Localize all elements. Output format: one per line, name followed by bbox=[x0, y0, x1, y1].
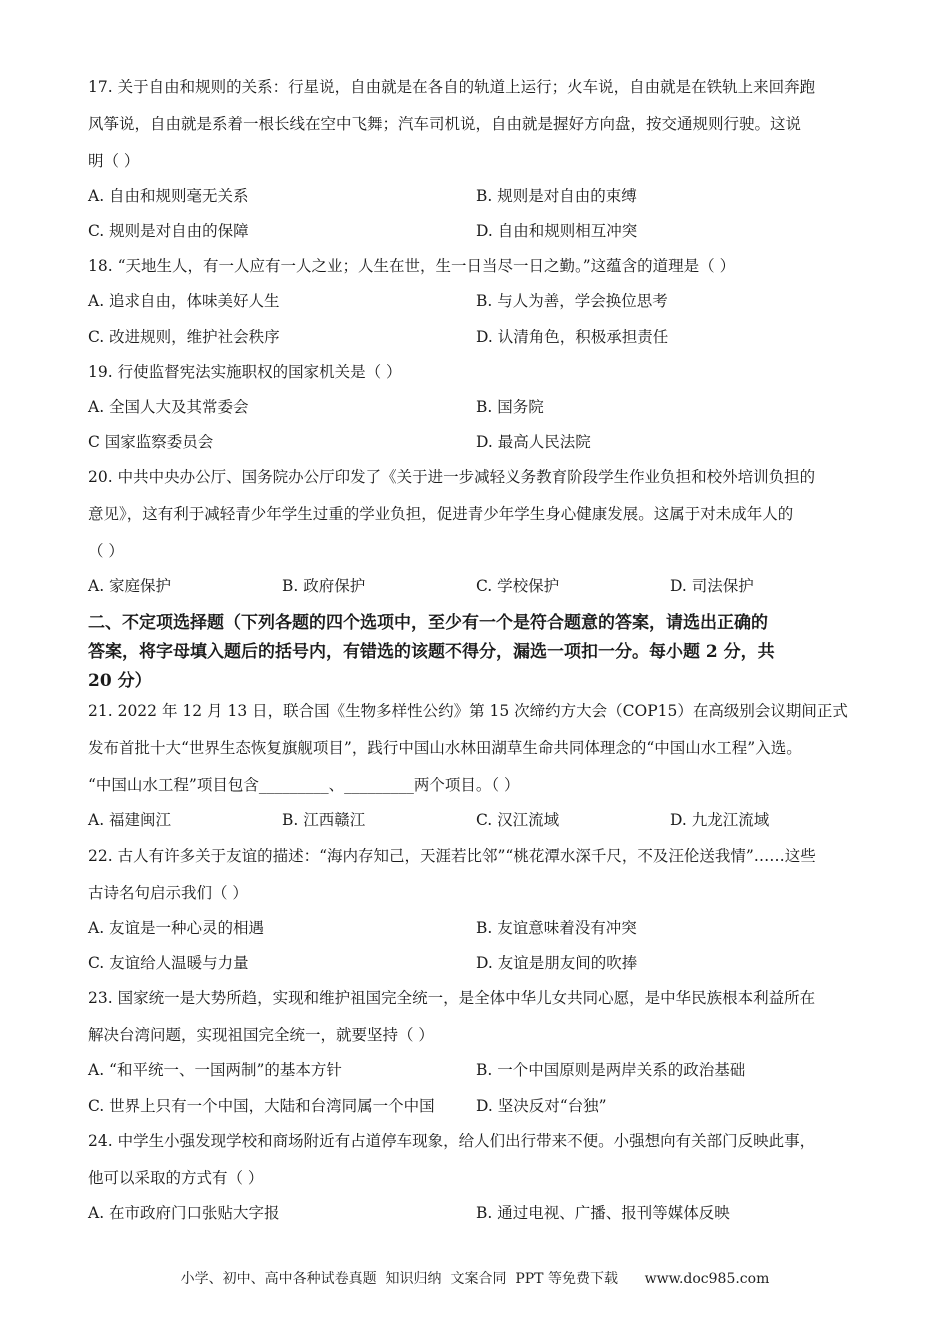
question-21-option-c: C. 汉江流域 bbox=[476, 811, 560, 829]
question-22-option-d: D. 友谊是朋友间的吹捧 bbox=[476, 954, 638, 972]
question-20-line-1: 20. 中共中央办公厅、国务院办公厅印发了《关于进一步减轻义务教育阶段学生作业负担和校外培训负担的 bbox=[88, 468, 816, 486]
question-19-option-c: C 国家监察委员会 bbox=[88, 433, 214, 451]
question-19-line-1: 19. 行使监督宪法实施职权的国家机关是（ ） bbox=[88, 363, 402, 381]
question-21-option-b: B. 江西赣江 bbox=[282, 811, 366, 829]
question-19-option-a: A. 全国人大及其常委会 bbox=[88, 398, 249, 416]
question-24-line-1: 24. 中学生小强发现学校和商场附近有占道停车现象，给人们出行带来不便。小强想向有关部门反映此事， bbox=[88, 1132, 816, 1150]
question-19-option-d: D. 最高人民法院 bbox=[476, 433, 591, 451]
question-20-line-2: 意见》，这有利于减轻青少年学生过重的学业负担，促进青少年学生身心健康发展。这属于对未成年人的 bbox=[88, 505, 794, 523]
question-21-option-d: D. 九龙江流域 bbox=[670, 811, 770, 829]
question-24-option-a: A. 在市政府门口张贴大字报 bbox=[88, 1204, 280, 1222]
question-19-option-b: B. 国务院 bbox=[476, 398, 544, 416]
question-20-option-c: C. 学校保护 bbox=[476, 577, 560, 595]
page-footer: 小学、初中、高中各种试卷真题 知识归纳 文案合同 PPT 等免费下载 www.doc985.com bbox=[180, 1271, 770, 1287]
question-18-option-c: C. 改进规则，维护社会秩序 bbox=[88, 328, 280, 346]
question-22-option-b: B. 友谊意味着没有冲突 bbox=[476, 919, 637, 937]
question-17-option-c: C. 规则是对自由的保障 bbox=[88, 222, 249, 240]
question-21-option-a: A. 福建闽江 bbox=[88, 811, 172, 829]
question-20-option-d: D. 司法保护 bbox=[670, 577, 754, 595]
question-18-option-a: A. 追求自由，体味美好人生 bbox=[88, 292, 280, 310]
question-21-line-3: “中国山水工程”项目包含_________、_________两个项目。（ ） bbox=[88, 776, 520, 794]
question-24-line-2: 他可以采取的方式有（ ） bbox=[88, 1169, 264, 1187]
question-20-line-3: （ ） bbox=[88, 542, 124, 560]
question-23-option-b: B. 一个中国原则是两岸关系的政治基础 bbox=[476, 1061, 746, 1079]
question-17-option-b: B. 规则是对自由的束缚 bbox=[476, 187, 637, 205]
question-23-line-1: 23. 国家统一是大势所趋，实现和维护祖国完全统一，是全体中华儿女共同心愿，是中华民族根本利益所在 bbox=[88, 989, 816, 1007]
question-17-line-1: 17. 关于自由和规则的关系：行星说，自由就是在各自的轨道上运行；火车说，自由就是在铁轨上来回奔跑 bbox=[88, 78, 816, 96]
question-17-line-2: 风筝说，自由就是系着一根长线在空中飞舞；汽车司机说，自由就是握好方向盘，按交通规则行驶。这说 bbox=[88, 115, 802, 133]
question-21-line-1: 21. 2022 年 12 月 13 日，联合国《生物多样性公约》第 15 次缔约方大会（COP15）在高级别会议期间正式 bbox=[88, 702, 848, 720]
question-20-option-a: A. 家庭保护 bbox=[88, 577, 172, 595]
question-18-option-b: B. 与人为善，学会换位思考 bbox=[476, 292, 668, 310]
question-23-option-d: D. 坚决反对“台独” bbox=[476, 1097, 607, 1115]
question-18-line-1: 18. “天地生人，有一人应有一人之业；人生在世，生一日当尽一日之勤。”这蕴含的道理是（ ） bbox=[88, 257, 736, 275]
question-23-option-a: A. “和平统一、一国两制”的基本方针 bbox=[88, 1061, 342, 1079]
question-23-line-2: 解决台湾问题，实现祖国完全统一，就要坚持（ ） bbox=[88, 1026, 434, 1044]
section-2-heading-line-2: 答案，将字母填入题后的括号内，有错选的该题不得分，漏选一项扣一分。每小题 2 分，共 bbox=[88, 642, 775, 662]
question-21-line-2: 发布首批十大“世界生态恢复旗舰项目”，践行中国山水林田湖草生命共同体理念的“中国山水工程”入选。 bbox=[88, 739, 802, 757]
section-2-heading-line-1: 二、不定项选择题（下列各题的四个选项中，至少有一个是符合题意的答案，请选出正确的 bbox=[88, 613, 768, 633]
question-23-option-c: C. 世界上只有一个中国，大陆和台湾同属一个中国 bbox=[88, 1097, 435, 1115]
question-18-option-d: D. 认清角色，积极承担责任 bbox=[476, 328, 669, 346]
question-20-option-b: B. 政府保护 bbox=[282, 577, 366, 595]
question-22-option-a: A. 友谊是一种心灵的相遇 bbox=[88, 919, 265, 937]
question-24-option-b: B. 通过电视、广播、报刊等媒体反映 bbox=[476, 1204, 730, 1222]
question-22-option-c: C. 友谊给人温暖与力量 bbox=[88, 954, 249, 972]
question-17-option-a: A. 自由和规则毫无关系 bbox=[88, 187, 249, 205]
question-17-line-3: 明（ ） bbox=[88, 152, 140, 170]
question-22-line-2: 古诗名句启示我们（ ） bbox=[88, 884, 248, 902]
question-17-option-d: D. 自由和规则相互冲突 bbox=[476, 222, 638, 240]
section-2-heading-line-3: 20 分） bbox=[88, 671, 152, 691]
question-22-line-1: 22. 古人有许多关于友谊的描述：“海内存知己，天涯若比邻”“桃花潭水深千尺，不及汪伦送我情”……这些 bbox=[88, 847, 816, 865]
